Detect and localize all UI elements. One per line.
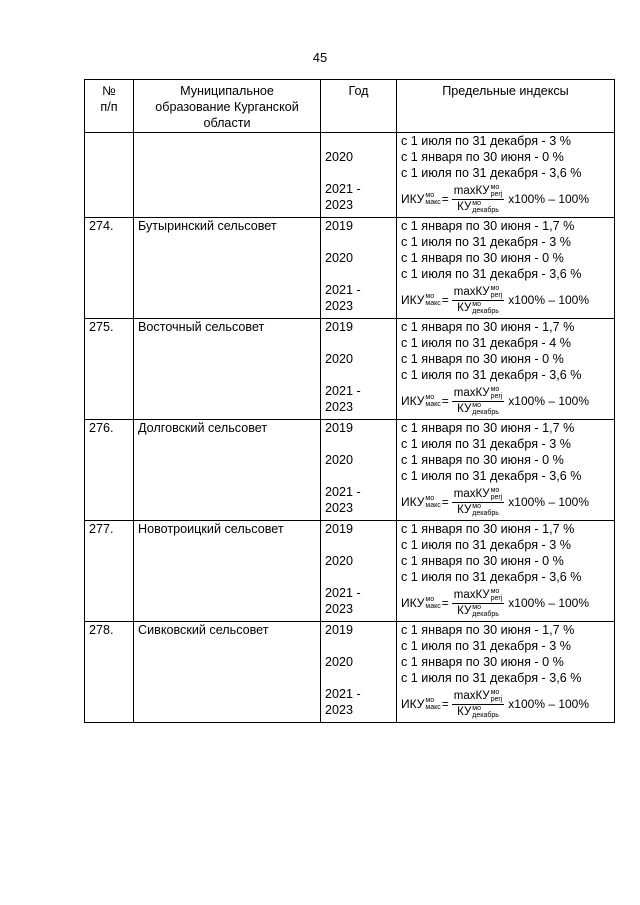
formula-lhs-sup: мо <box>425 697 435 704</box>
year-range-start: 2021 - <box>325 182 361 196</box>
year-range-end: 2023 <box>325 400 354 414</box>
year-2021-2023 <box>325 585 392 621</box>
formula-lhs-scripts <box>425 192 440 206</box>
cell-name: Новотроицкий сельсовет <box>134 521 321 622</box>
formula-equals: = <box>441 293 449 307</box>
formula-lhs-sup: мо <box>425 495 435 502</box>
index-line: с 1 января по 30 июня - 0 % <box>401 655 564 669</box>
formula-num-scripts <box>491 386 503 400</box>
year-range-start: 2021 - <box>325 384 361 398</box>
year-2020: 2020 <box>325 150 354 164</box>
cell-indices <box>397 133 615 218</box>
cell-indices <box>397 319 615 420</box>
formula-den-main: КУ <box>457 301 472 314</box>
formula-lhs-sub: макс <box>425 199 441 206</box>
cell-indices <box>397 521 615 622</box>
formula-denominator <box>457 604 499 618</box>
index-line: с 1 января по 30 июня - 1,7 % <box>401 219 575 233</box>
table-header-row <box>85 80 615 133</box>
header-number <box>85 80 134 133</box>
formula-numerator <box>452 184 505 199</box>
index-line: с 1 июля по 31 декабря - 3,6 % <box>401 469 582 483</box>
formula-tail: x100% – 100% <box>508 192 590 206</box>
formula-tail: x100% – 100% <box>508 596 590 610</box>
formula-denominator <box>457 301 499 315</box>
header-indices: Предельные индексы <box>397 80 615 133</box>
header-number-line2: п/п <box>100 100 118 114</box>
cell-indices <box>397 420 615 521</box>
formula-fraction <box>452 285 505 314</box>
year-range-end: 2023 <box>325 602 354 616</box>
cell-number: 274. <box>85 218 134 319</box>
cell-year <box>321 319 397 420</box>
formula-fraction <box>452 689 505 718</box>
cell-name <box>134 133 321 218</box>
formula-num-main: maxКУ <box>453 185 490 198</box>
header-municipality-line1: Муниципальное <box>180 84 274 98</box>
cell-number <box>85 133 134 218</box>
formula-lhs-scripts <box>425 596 440 610</box>
formula-den-sup: мо <box>472 199 481 207</box>
table-row <box>85 622 615 723</box>
formula-lhs-sup: мо <box>425 394 435 401</box>
formula-equals: = <box>441 495 449 509</box>
formula-lhs-sup: мо <box>425 596 435 603</box>
formula-num-sub: perj <box>490 393 503 401</box>
formula-den-sub: декабрь <box>472 711 499 719</box>
index-line: с 1 января по 30 июня - 0 % <box>401 150 564 164</box>
formula-num-scripts <box>491 588 503 602</box>
formula-fraction <box>452 386 505 415</box>
formula-num-sub: perj <box>490 696 503 704</box>
header-municipality-line2: образование Курганской <box>155 100 299 114</box>
index-line: с 1 января по 30 июня - 0 % <box>401 251 564 265</box>
index-formula <box>401 686 610 722</box>
formula-num-scripts <box>491 285 503 299</box>
cell-indices <box>397 218 615 319</box>
formula-num-sub: perj <box>490 191 503 199</box>
index-line: с 1 июля по 31 декабря - 3 % <box>401 437 571 451</box>
formula-tail: x100% – 100% <box>508 293 590 307</box>
formula-numerator <box>452 588 505 603</box>
formula-den-sub: декабрь <box>472 610 499 618</box>
year-2019: 2019 <box>325 219 354 233</box>
index-formula <box>401 282 610 318</box>
formula-numerator <box>452 285 505 300</box>
header-number-line1: № <box>102 84 116 98</box>
cell-year <box>321 622 397 723</box>
year-range-end: 2023 <box>325 501 354 515</box>
year-2021-2023 <box>325 383 392 419</box>
index-line: с 1 января по 30 июня - 1,7 % <box>401 421 575 435</box>
formula-lhs: ИКУ <box>401 293 425 307</box>
year-2021-2023 <box>325 686 392 722</box>
formula-denominator <box>457 503 499 517</box>
formula-lhs: ИКУ <box>401 394 425 408</box>
index-line: с 1 января по 30 июня - 1,7 % <box>401 320 575 334</box>
formula-num-main: maxКУ <box>453 690 490 703</box>
year-2020: 2020 <box>325 352 354 366</box>
cell-year <box>321 521 397 622</box>
formula-den-sub: декабрь <box>472 408 499 416</box>
table-row <box>85 420 615 521</box>
formula-num-scripts <box>491 487 503 501</box>
formula-num-main: maxКУ <box>453 387 490 400</box>
table-row <box>85 218 615 319</box>
table-row <box>85 319 615 420</box>
index-formula <box>401 484 610 520</box>
year-range-start: 2021 - <box>325 283 361 297</box>
cell-name: Сивковский сельсовет <box>134 622 321 723</box>
index-formula <box>401 181 610 217</box>
formula-equals: = <box>441 394 449 408</box>
formula-lhs-sub: макс <box>425 401 441 408</box>
year-2020: 2020 <box>325 655 354 669</box>
year-2020: 2020 <box>325 251 354 265</box>
formula-num-main: maxКУ <box>453 286 490 299</box>
header-municipality-line3: области <box>203 116 251 130</box>
year-range-start: 2021 - <box>325 485 361 499</box>
formula-numerator <box>452 487 505 502</box>
year-2021-2023 <box>325 181 392 217</box>
formula-den-sup: мо <box>472 401 481 409</box>
index-line: с 1 января по 30 июня - 0 % <box>401 453 564 467</box>
formula-num-sup: мо <box>490 184 500 192</box>
formula-denominator <box>457 402 499 416</box>
formula-num-sub: perj <box>490 494 503 502</box>
year-2020: 2020 <box>325 453 354 467</box>
cell-year <box>321 420 397 521</box>
index-line: с 1 января по 30 июня - 0 % <box>401 554 564 568</box>
cell-year <box>321 218 397 319</box>
formula-den-scripts <box>472 301 499 315</box>
index-line: с 1 января по 30 июня - 0 % <box>401 352 564 366</box>
formula-lhs-sub: макс <box>425 502 441 509</box>
year-2021-2023 <box>325 282 392 318</box>
formula-den-sup: мо <box>472 603 481 611</box>
index-line: с 1 июля по 31 декабря - 3,6 % <box>401 166 582 180</box>
formula-lhs: ИКУ <box>401 495 425 509</box>
index-line: с 1 июля по 31 декабря - 4 % <box>401 336 571 350</box>
year-2019: 2019 <box>325 522 354 536</box>
formula-den-sub: декабрь <box>472 307 499 315</box>
page-number: 45 <box>312 50 328 65</box>
cell-number: 277. <box>85 521 134 622</box>
formula-num-sub: perj <box>490 292 503 300</box>
formula-den-sub: декабрь <box>472 509 499 517</box>
index-line: с 1 июля по 31 декабря - 3 % <box>401 235 571 249</box>
year-2019: 2019 <box>325 623 354 637</box>
cell-name: Восточный сельсовет <box>134 319 321 420</box>
index-line: с 1 июля по 31 декабря - 3 % <box>401 538 571 552</box>
formula-tail: x100% – 100% <box>508 697 590 711</box>
index-line: с 1 января по 30 июня - 1,7 % <box>401 522 575 536</box>
formula-denominator <box>457 200 499 214</box>
formula-numerator <box>452 386 505 401</box>
formula-num-scripts <box>491 689 503 703</box>
year-2019: 2019 <box>325 421 354 435</box>
formula-den-main: КУ <box>457 200 472 213</box>
formula-equals: = <box>441 596 449 610</box>
formula-den-main: КУ <box>457 503 472 516</box>
formula-lhs-sub: макс <box>425 300 441 307</box>
formula-equals: = <box>441 697 449 711</box>
formula-fraction <box>452 487 505 516</box>
formula-fraction <box>452 588 505 617</box>
cell-number: 278. <box>85 622 134 723</box>
formula-lhs: ИКУ <box>401 596 425 610</box>
cell-name: Бутыринский сельсовет <box>134 218 321 319</box>
formula-tail: x100% – 100% <box>508 495 590 509</box>
index-formula <box>401 383 610 419</box>
formula-den-scripts <box>472 200 499 214</box>
formula-numerator <box>452 689 505 704</box>
formula-num-sup: мо <box>490 689 500 697</box>
formula-lhs-sub: макс <box>425 704 441 711</box>
formula-num-sup: мо <box>490 386 500 394</box>
formula-num-main: maxКУ <box>453 488 490 501</box>
year-range-start: 2021 - <box>325 687 361 701</box>
formula-num-scripts <box>491 184 503 198</box>
index-line: с 1 июля по 31 декабря - 3,6 % <box>401 570 582 584</box>
year-2021-2023 <box>325 484 392 520</box>
year-2020: 2020 <box>325 554 354 568</box>
formula-num-sup: мо <box>490 285 500 293</box>
table-row-continuation <box>85 133 615 218</box>
formula-tail: x100% – 100% <box>508 394 590 408</box>
formula-num-sub: perj <box>490 595 503 603</box>
formula-den-sup: мо <box>472 502 481 510</box>
cell-number: 276. <box>85 420 134 521</box>
formula-den-scripts <box>472 604 499 618</box>
formula-lhs-scripts <box>425 394 440 408</box>
formula-num-sup: мо <box>490 487 500 495</box>
formula-den-sub: декабрь <box>472 206 499 214</box>
year-range-end: 2023 <box>325 198 354 212</box>
cell-number: 275. <box>85 319 134 420</box>
formula-lhs-scripts <box>425 293 440 307</box>
formula-den-main: КУ <box>457 402 472 415</box>
year-range-end: 2023 <box>325 703 354 717</box>
index-line: с 1 июля по 31 декабря - 3,6 % <box>401 368 582 382</box>
indices-table <box>84 79 615 723</box>
formula-denominator <box>457 705 499 719</box>
index-line: с 1 июля по 31 декабря - 3 % <box>401 134 571 148</box>
header-municipality <box>134 80 321 133</box>
formula-lhs-scripts <box>425 495 440 509</box>
table-row <box>85 521 615 622</box>
cell-indices <box>397 622 615 723</box>
index-formula <box>401 585 610 621</box>
formula-lhs-sub: макс <box>425 603 441 610</box>
formula-lhs: ИКУ <box>401 192 425 206</box>
formula-den-sup: мо <box>472 704 481 712</box>
formula-den-scripts <box>472 705 499 719</box>
formula-lhs-sup: мо <box>425 293 435 300</box>
year-range-start: 2021 - <box>325 586 361 600</box>
year-range-end: 2023 <box>325 299 354 313</box>
formula-den-scripts <box>472 503 499 517</box>
formula-den-scripts <box>472 402 499 416</box>
cell-year <box>321 133 397 218</box>
index-line: с 1 июля по 31 декабря - 3 % <box>401 639 571 653</box>
year-2019: 2019 <box>325 320 354 334</box>
formula-lhs-sup: мо <box>425 192 435 199</box>
index-line: с 1 июля по 31 декабря - 3,6 % <box>401 671 582 685</box>
formula-num-main: maxКУ <box>453 589 490 602</box>
index-line: с 1 января по 30 июня - 1,7 % <box>401 623 575 637</box>
formula-equals: = <box>441 192 449 206</box>
cell-name: Долговский сельсовет <box>134 420 321 521</box>
formula-lhs: ИКУ <box>401 697 425 711</box>
header-year: Год <box>321 80 397 133</box>
formula-lhs-scripts <box>425 697 440 711</box>
formula-num-sup: мо <box>490 588 500 596</box>
formula-den-sup: мо <box>472 300 481 308</box>
formula-fraction <box>452 184 505 213</box>
formula-den-main: КУ <box>457 604 472 617</box>
index-line: с 1 июля по 31 декабря - 3,6 % <box>401 267 582 281</box>
formula-den-main: КУ <box>457 705 472 718</box>
